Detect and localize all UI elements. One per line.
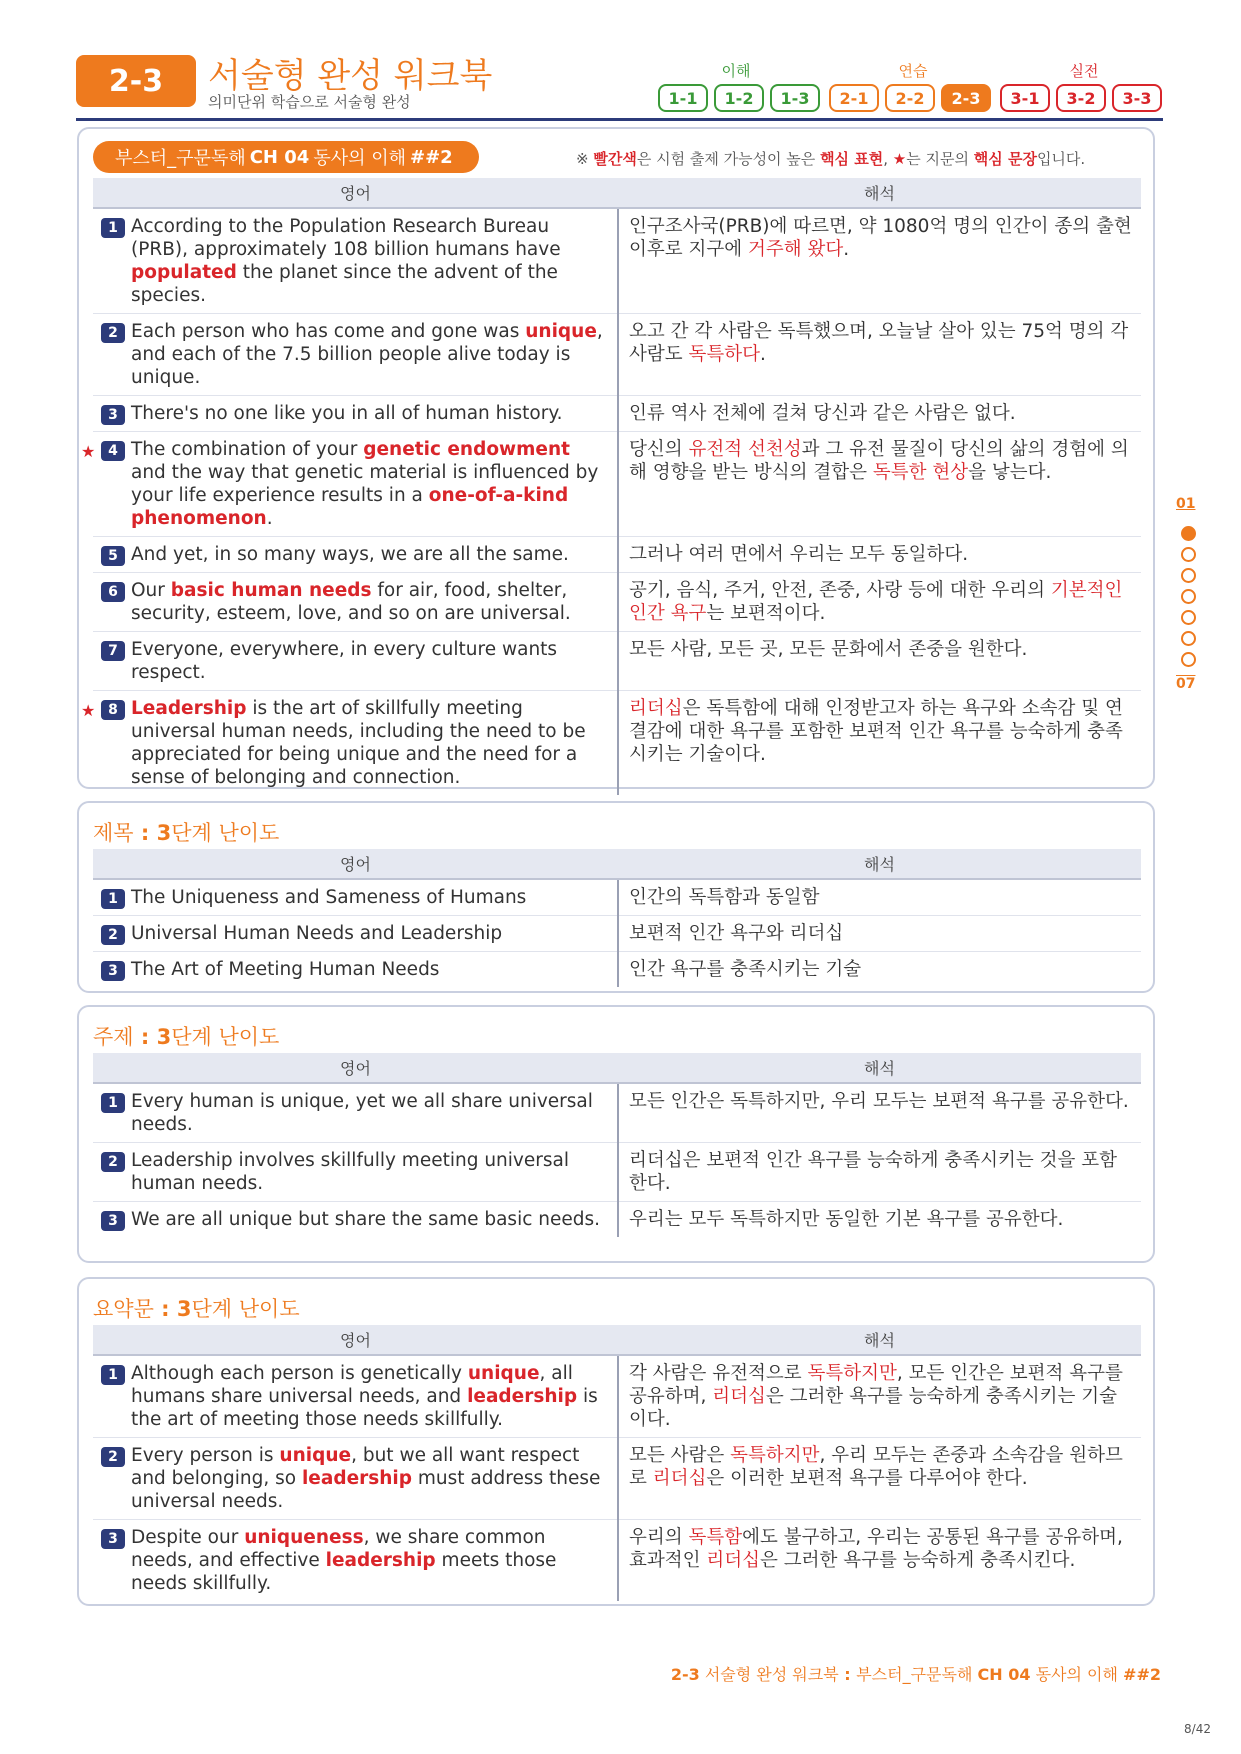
sentence-number-badge: 3 [101,961,125,981]
sentence-row [93,691,1141,796]
key-expression: leadership [301,1468,413,1489]
sentence-text: 리더십은 보편적 인간 욕구를 능숙하게 충족시키는 것을 포함한다. [629,1150,1117,1194]
key-expression: 리더십 [652,1468,707,1489]
sentence-text: Universal Human Needs and Leadership [131,923,503,944]
korean-cell [618,916,1141,952]
col-header-english: 영어 [93,178,618,208]
sentence-text: 그러나 여러 면에서 우리는 모두 동일하다. [629,544,969,565]
sentence-row [93,1520,1141,1602]
stage-label-real: 실전 [1069,62,1099,80]
sentence-row [93,952,1141,988]
sentence-text: . [266,508,273,529]
sentence-text: 각 사람은 유전적으로 [629,1363,808,1384]
sentence-number-badge: 2 [101,1447,125,1467]
english-cell [93,632,618,691]
page-dot-icon[interactable] [1181,631,1196,646]
korean-cell [618,537,1141,573]
sentence-row [93,632,1141,691]
sentence-number-badge: 3 [101,1529,125,1549]
col-header-korean: 해석 [618,1325,1141,1355]
key-expression: populated [131,262,237,283]
sentence-text: meets those needs skillfully. [131,1550,557,1594]
korean-cell [618,208,1141,314]
sentence-row [93,396,1141,432]
korean-cell [618,1438,1141,1520]
sentence-number-badge: 5 [101,546,125,566]
passage-title-pill [93,141,479,173]
sentence-text: And yet, in so many ways, we are all the same. [131,544,569,565]
key-expression: 리더십 [712,1386,766,1407]
sentence-text: 에도 불구하고, 우리는 공통된 욕구를 공유하며, 효과적인 [629,1527,1123,1571]
side-nav-end: 07 [1176,676,1196,692]
sentence-text: must address these universal needs. [131,1468,601,1512]
sentence-text: 오고 간 각 사람은 독특했으며, 오늘날 살아 있는 75억 명의 각 사람도 [629,321,1129,365]
sentence-number-badge: 3 [101,405,125,425]
sentence-text: The Uniqueness and Sameness of Humans [131,887,527,908]
korean-cell [618,879,1141,916]
key-expression: leadership [467,1386,578,1407]
key-sentence-star-icon: ★ [81,442,96,461]
key-expression: one-of-a-kind phenomenon [131,485,569,529]
step-3-3[interactable]: 3-3 [1112,84,1162,112]
sentence-text: We are all unique but share the same basic needs. [131,1209,601,1230]
section-badge: 2-3 [76,55,196,107]
sentence-text: 당신의 [629,439,689,460]
page-number: 8/42 [1184,1722,1211,1736]
sentence-text: , and each of the 7.5 billion people alive today is unique. [131,321,603,388]
sentence-text: 인구조사국(PRB)에 따르면, 약 1080억 명의 인간이 종의 출현 이후로 지구에 [629,216,1132,260]
english-cell [93,879,618,916]
sentence-row [93,916,1141,952]
sentence-number-badge: 2 [101,323,125,343]
sentence-text: 인류 역사 전체에 걸쳐 당신과 같은 사람은 없다. [629,403,1016,424]
step-1-3[interactable]: 1-3 [770,84,820,112]
sentence-number-badge: 8 [101,700,125,720]
key-expression: 리더십 [706,1550,760,1571]
english-cell [81,432,618,537]
sentence-number-badge: 1 [101,889,125,909]
sentence-text: , 모든 인간은 보편적 욕구를 공유하며, [629,1363,1123,1407]
page-dot-icon[interactable] [1181,589,1196,604]
key-expression: unique [279,1445,352,1466]
sentence-text: The Art of Meeting Human Needs [131,959,440,980]
sentence-text: is the art of meeting those needs skillfully. [131,1386,598,1430]
sentence-text: Although each person is genetically [131,1363,468,1384]
sentence-number-badge: 1 [101,1093,125,1113]
english-cell [93,1520,618,1602]
title-section-card [77,801,1155,993]
page-subtitle: 의미단위 학습으로 서술형 완성 [208,93,411,111]
sentence-text: , but we all want respect and belonging, so [131,1445,580,1489]
pill-book: 부스터_구문독해 [115,148,246,169]
sentence-text: 모든 인간은 독특하지만, 우리 모두는 보편적 욕구를 공유한다. [629,1091,1129,1112]
key-expression: uniqueness [244,1527,364,1548]
sentence-row [93,537,1141,573]
sentence-number-badge: 3 [101,1211,125,1231]
sentence-text: Despite our [131,1527,245,1548]
step-3-2[interactable]: 3-2 [1056,84,1106,112]
sentence-text: the planet since the advent of the species. [131,262,558,306]
key-expression: 거주해 왔다 [748,239,844,260]
sentence-row [93,1143,1141,1202]
passage-table [81,178,1141,795]
sentence-text: 은 이러한 보편적 욕구를 다루어야 한다. [706,1468,1028,1489]
key-expression: 독특하지만 [730,1445,820,1466]
sentence-text: 보편적 인간 욕구와 리더십 [629,923,844,944]
sentence-text: , all humans share universal needs, and [131,1363,573,1407]
english-cell [93,952,618,988]
passage-card [77,127,1155,789]
sentence-row [93,879,1141,916]
sentence-number-badge: 4 [101,441,125,461]
english-cell [93,314,618,396]
korean-cell [618,396,1141,432]
step-3-1[interactable]: 3-1 [1000,84,1050,112]
sentence-text: Everyone, everywhere, in every culture wants respect. [131,639,558,683]
side-nav-dots [1181,526,1196,667]
sentence-text: The combination of your [131,439,364,460]
english-cell [81,691,618,796]
korean-cell [618,1202,1141,1238]
sentence-text: 공기, 음식, 주거, 안전, 존중, 사랑 등에 대한 우리의 [629,580,1051,601]
sentence-text: 는 보편적이다. [706,603,826,624]
sentence-text: 모든 사람은 [629,1445,731,1466]
side-nav-start: 01 [1176,496,1196,512]
step-group-real [1000,84,1162,112]
english-cell [93,1083,618,1143]
english-cell [93,1355,618,1438]
korean-cell [618,432,1141,537]
summary-section-card [77,1277,1155,1606]
stage-label-practice: 연습 [898,62,928,80]
sentence-text: Each person who has come and gone was [131,321,526,342]
step-group-practice [829,84,991,112]
summary-section-heading: 요약문 : 3단계 난이도 [93,1297,300,1321]
sentence-text: 인간 욕구를 충족시키는 기술 [629,959,862,980]
sentence-row [93,1355,1141,1438]
step-2-1[interactable]: 2-1 [829,84,879,112]
page-dot-icon[interactable] [1181,652,1196,667]
theme-section-heading: 주제 : 3단계 난이도 [93,1025,280,1049]
sentence-number-badge: 7 [101,641,125,661]
pill-number: ##2 [409,146,453,168]
sentence-text: is the art of skillfully meeting universal human needs, including the need to be appreciated for being unique and the need for a sense of belonging and connection. [131,698,586,788]
sentence-text: Every human is unique, yet we all share universal needs. [131,1091,593,1135]
sentence-text: 과 그 유전 물질이 당신의 삶의 경험에 의해 영향을 받는 방식의 결합은 [629,439,1129,483]
step-group-understand [658,84,820,112]
step-2-3[interactable]: 2-3 [941,84,991,112]
sentence-row [93,314,1141,396]
step-1-2[interactable]: 1-2 [714,84,764,112]
col-header-english: 영어 [93,1325,618,1355]
pill-topic: 동사의 이해 [313,148,406,169]
key-expression: 기본적인 인간 욕구 [629,580,1123,624]
page-title: 서술형 완성 워크북 [208,56,493,96]
sentence-text: , 우리 모두는 존중과 소속감을 원하므로 [629,1445,1123,1489]
title-section-heading: 제목 : 3단계 난이도 [93,821,280,845]
sentence-text: . [759,344,766,365]
stage-label-understand: 이해 [721,62,751,80]
pill-chapter: CH 04 [249,146,310,168]
sentence-text: 은 독특함에 대해 인정받고자 하는 욕구와 소속감 및 연결감에 대한 욕구를 포함한 보편적 인간 욕구를 능숙하게 충족시키는 기술이다. [629,698,1123,765]
korean-cell [618,1143,1141,1202]
english-cell [93,396,618,432]
english-cell [93,573,618,632]
page-dot-icon[interactable] [1181,568,1196,583]
page-dot-icon[interactable] [1181,526,1196,541]
key-expression: Leadership [131,698,247,719]
key-expression: unique [467,1363,540,1384]
sentence-row [93,573,1141,632]
key-expression: 유전적 선천성 [688,439,802,460]
sentence-row [93,1438,1141,1520]
legend-note: ※ 빨간색은 시험 출제 가능성이 높은 핵심 표현, ★는 지문의 핵심 문장입니다. [576,150,1086,168]
sentence-text: 모든 사람, 모든 곳, 모든 문화에서 존중을 원한다. [629,639,1028,660]
english-cell [93,208,618,314]
sentence-number-badge: 6 [101,582,125,602]
col-header-korean: 해석 [618,178,1141,208]
sentence-text: 을 낳는다. [968,462,1052,483]
theme-table [93,1053,1141,1237]
sentence-text: for air, food, shelter, security, esteem, love, and so on are universal. [131,580,571,624]
sentence-text: Leadership involves skillfully meeting universal human needs. [131,1150,569,1194]
header-divider [76,118,1163,121]
sentence-row [93,432,1141,537]
korean-cell [618,573,1141,632]
english-cell [93,1202,618,1238]
korean-cell [618,1083,1141,1143]
step-1-1[interactable]: 1-1 [658,84,708,112]
step-2-2[interactable]: 2-2 [885,84,935,112]
key-expression: unique [525,321,597,342]
page-dot-icon[interactable] [1181,610,1196,625]
sentence-number-badge: 2 [101,1152,125,1172]
sentence-text: , we share common needs, and effective [131,1527,546,1571]
sentence-text: 은 그러한 욕구를 능숙하게 충족시킨다. [760,1550,1076,1571]
sentence-text: 인간의 독특함과 동일함 [629,887,820,908]
sentence-text: Every person is [131,1445,280,1466]
korean-cell [618,314,1141,396]
key-expression: leadership [325,1550,436,1571]
sentence-text: . [843,239,850,260]
key-sentence-star-icon: ★ [81,701,96,720]
col-header-english: 영어 [93,1053,618,1083]
title-table [93,849,1141,987]
key-expression: basic human needs [170,580,372,601]
sentence-text: and the way that genetic material is influenced by your life experience results in a [131,462,599,506]
english-cell [93,1438,618,1520]
key-expression: 독특함 [688,1527,743,1548]
sentence-row [93,208,1141,314]
key-expression: 독특한 현상 [872,462,969,483]
english-cell [93,1143,618,1202]
sentence-row [93,1202,1141,1238]
footer-title: 2-3 서술형 완성 워크북 : 부스터_구문독해 CH 04 동사의 이해 ##2 [670,1665,1161,1684]
sentence-text: 우리는 모두 독특하지만 동일한 기본 욕구를 공유한다. [629,1209,1064,1230]
korean-cell [618,1520,1141,1602]
korean-cell [618,691,1141,796]
col-header-korean: 해석 [618,1053,1141,1083]
sentence-number-badge: 2 [101,925,125,945]
sentence-text: According to the Population Research Bureau (PRB), approximately 108 billion humans have [131,216,561,260]
col-header-korean: 해석 [618,849,1141,879]
korean-cell [618,632,1141,691]
key-expression: 리더십 [629,698,683,719]
sentence-text: 우리의 [629,1527,689,1548]
key-expression: genetic endowment [363,439,570,460]
sentence-text: 은 그러한 욕구를 능숙하게 충족시키는 기술이다. [629,1386,1117,1430]
summary-table [93,1325,1141,1601]
col-header-english: 영어 [93,849,618,879]
english-cell [93,916,618,952]
sentence-text: There's no one like you in all of human history. [131,403,563,424]
korean-cell [618,952,1141,988]
sentence-number-badge: 1 [101,1365,125,1385]
english-cell [93,537,618,573]
key-expression: 독특하다 [688,344,760,365]
sentence-number-badge: 1 [101,218,125,238]
key-expression: 독특하지만 [807,1363,897,1384]
sentence-text: Our [131,580,171,601]
sentence-row [93,1083,1141,1143]
theme-section-card [77,1005,1155,1263]
korean-cell [618,1355,1141,1438]
page-dot-icon[interactable] [1181,547,1196,562]
